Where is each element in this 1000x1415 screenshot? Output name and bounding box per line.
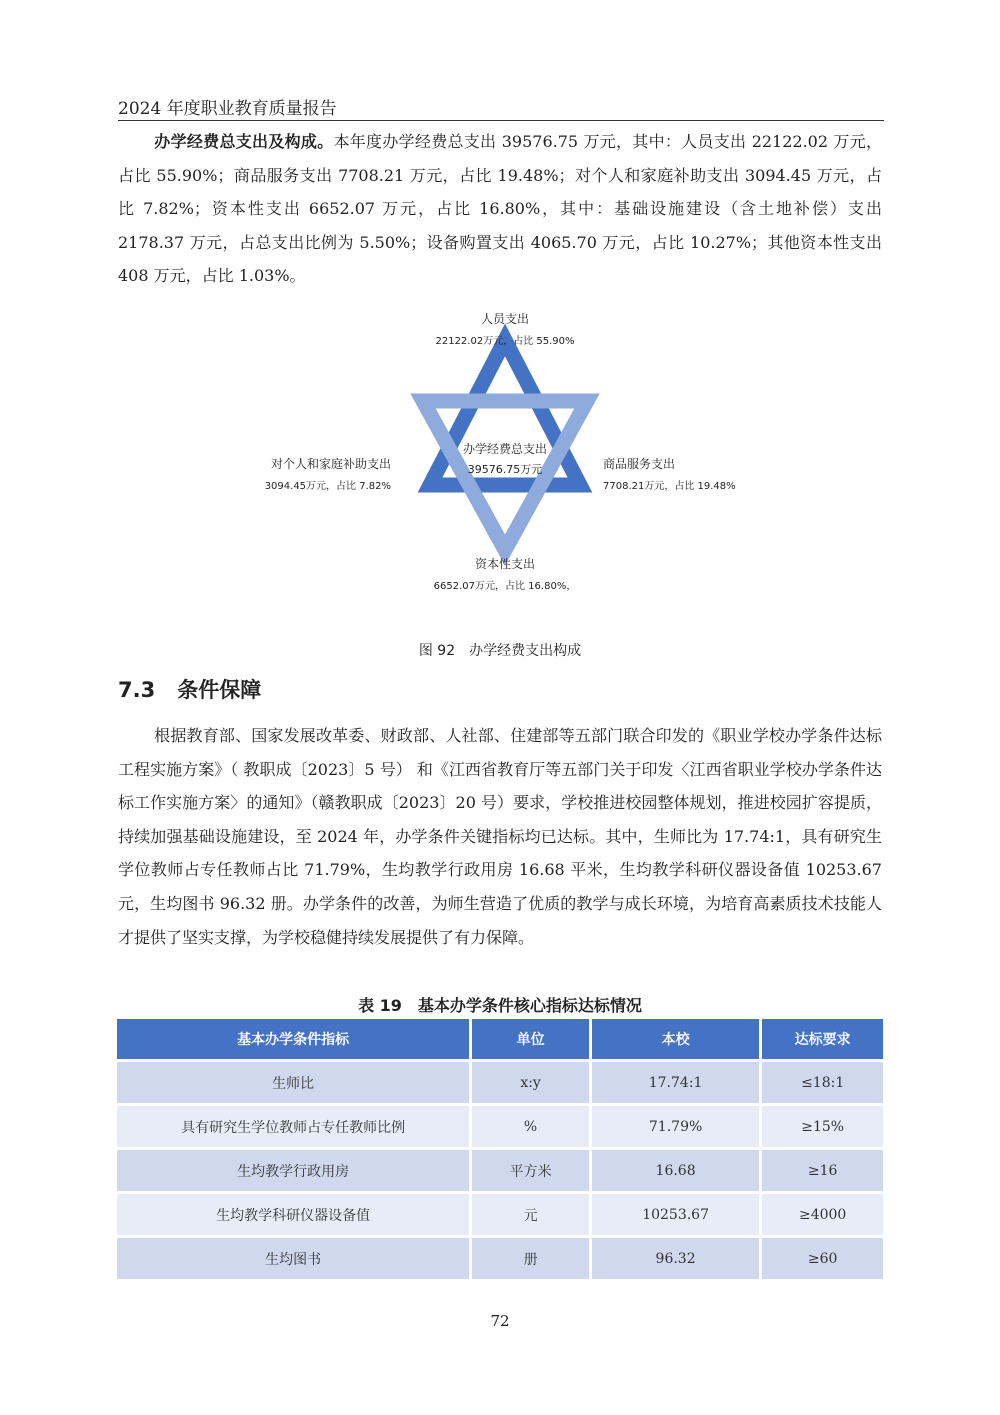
section-heading xyxy=(118,674,261,704)
table-row xyxy=(117,1194,883,1235)
column-header: 基本办学条件指标 xyxy=(117,1019,469,1059)
table-row xyxy=(117,1106,883,1147)
school-value-cell: 16.68 xyxy=(592,1150,760,1191)
conditions-table xyxy=(114,1016,886,1282)
indicator-cell: 生均教学行政用房 xyxy=(117,1150,469,1191)
label-right-detail: 7708.21万元，占比 19.48% xyxy=(603,481,736,492)
unit-cell: % xyxy=(472,1106,589,1147)
page-header: 2024 年度职业教育质量报告 xyxy=(118,99,337,119)
column-header: 本校 xyxy=(592,1019,760,1059)
table-row xyxy=(117,1238,883,1279)
label-left-detail: 3094.45万元，占比 7.82% xyxy=(264,481,391,492)
table-row xyxy=(117,1062,883,1103)
label-top-detail: 22122.02万元，占比 55.90% xyxy=(435,336,575,347)
label-left-name: 对个人和家庭补助支出 xyxy=(270,457,391,471)
page-number: 72 xyxy=(490,1312,510,1330)
unit-cell: 平方米 xyxy=(472,1150,589,1191)
school-value-cell: 71.79% xyxy=(592,1106,760,1147)
school-value-cell: 10253.67 xyxy=(592,1194,760,1235)
label-top-name: 人员支出 xyxy=(480,312,530,326)
unit-cell: 册 xyxy=(472,1238,589,1279)
paragraph-funding-lead: 办学经费总支出及构成。 xyxy=(154,132,334,151)
indicator-cell: 生师比 xyxy=(117,1062,469,1103)
column-header: 单位 xyxy=(472,1019,589,1059)
label-bottom-name: 资本性支出 xyxy=(474,557,536,571)
label-right-name: 商品服务支出 xyxy=(603,457,676,471)
table-title: 表 19 基本办学条件核心指标达标情况 xyxy=(358,996,642,1015)
paragraph-funding xyxy=(118,125,882,293)
school-value-cell: 17.74:1 xyxy=(592,1062,760,1103)
figure-caption: 图 92 办学经费支出构成 xyxy=(418,643,582,659)
paragraph-conditions xyxy=(118,719,882,954)
center-label: 办学经费总支出 xyxy=(462,442,548,456)
requirement-cell: ≥15% xyxy=(762,1106,883,1147)
section-title: 条件保障 xyxy=(177,678,262,702)
paragraph-conditions-body: 根据教育部、国家发展改革委、财政部、人社部、住建部等五部门联合印发的《职业学校办学条件达标工程实施方案》（ 教职成〔2023〕5 号） 和《江西省教育厅等五部门关于印发〈江西省职业学校办学条件达标工作实施方案〉的通知》（赣教职成〔2023〕20 号）要求，学校推进校园整体规划，推进校园扩容提质，持续加强基础设施建设，至 2024 年，办学条件关键指标均已达标。其中，生师比为 17.74:1，具有研究生学位教师占专任教师占比 71.79%，生均教学行政用房 16.68 平米，生均教学科研仪器设备值 10253.67 元，生均图书 96.32 册。办学条件的改善，为师生营造了优质的教学与成长环境，为培育高素质技术技能人才提供了坚实支撑，为学校稳健持续发展提供了有力保障。 xyxy=(118,726,882,947)
indicator-cell: 生均教学科研仪器设备值 xyxy=(117,1194,469,1235)
header-rule xyxy=(118,120,884,121)
table-row xyxy=(117,1150,883,1191)
unit-cell: 元 xyxy=(472,1194,589,1235)
requirement-cell: ≥60 xyxy=(762,1238,883,1279)
table-header-row xyxy=(117,1019,883,1059)
school-value-cell: 96.32 xyxy=(592,1238,760,1279)
column-header: 达标要求 xyxy=(762,1019,883,1059)
indicator-cell: 生均图书 xyxy=(117,1238,469,1279)
funding-star-diagram xyxy=(0,300,1000,630)
center-value: 39576.75万元 xyxy=(467,463,543,476)
unit-cell: x:y xyxy=(472,1062,589,1103)
section-number: 7.3 xyxy=(118,678,156,702)
indicator-cell: 具有研究生学位教师占专任教师比例 xyxy=(117,1106,469,1147)
requirement-cell: ≥16 xyxy=(762,1150,883,1191)
label-bottom-detail: 6652.07万元，占比 16.80%， xyxy=(433,581,577,592)
paragraph-funding-body: 本年度办学经费总支出 39576.75 万元，其中：人员支出 22122.02 万元，占比 55.90%；商品服务支出 7708.21 万元，占比 19.48%；对个人和家庭补助支出 3094.45 万元，占比 7.82%；资本性支出 6652.07 万元，占比 16.80%，其中：基础设施建设（含土地补偿）支出 2178.37 万元，占总支出比例为 5.50%；设备购置支出 4065.70 万元，占比 10.27%；其他资本性支出 408 万元，占比 1.03%。 xyxy=(118,132,882,286)
requirement-cell: ≥4000 xyxy=(762,1194,883,1235)
requirement-cell: ≤18:1 xyxy=(762,1062,883,1103)
